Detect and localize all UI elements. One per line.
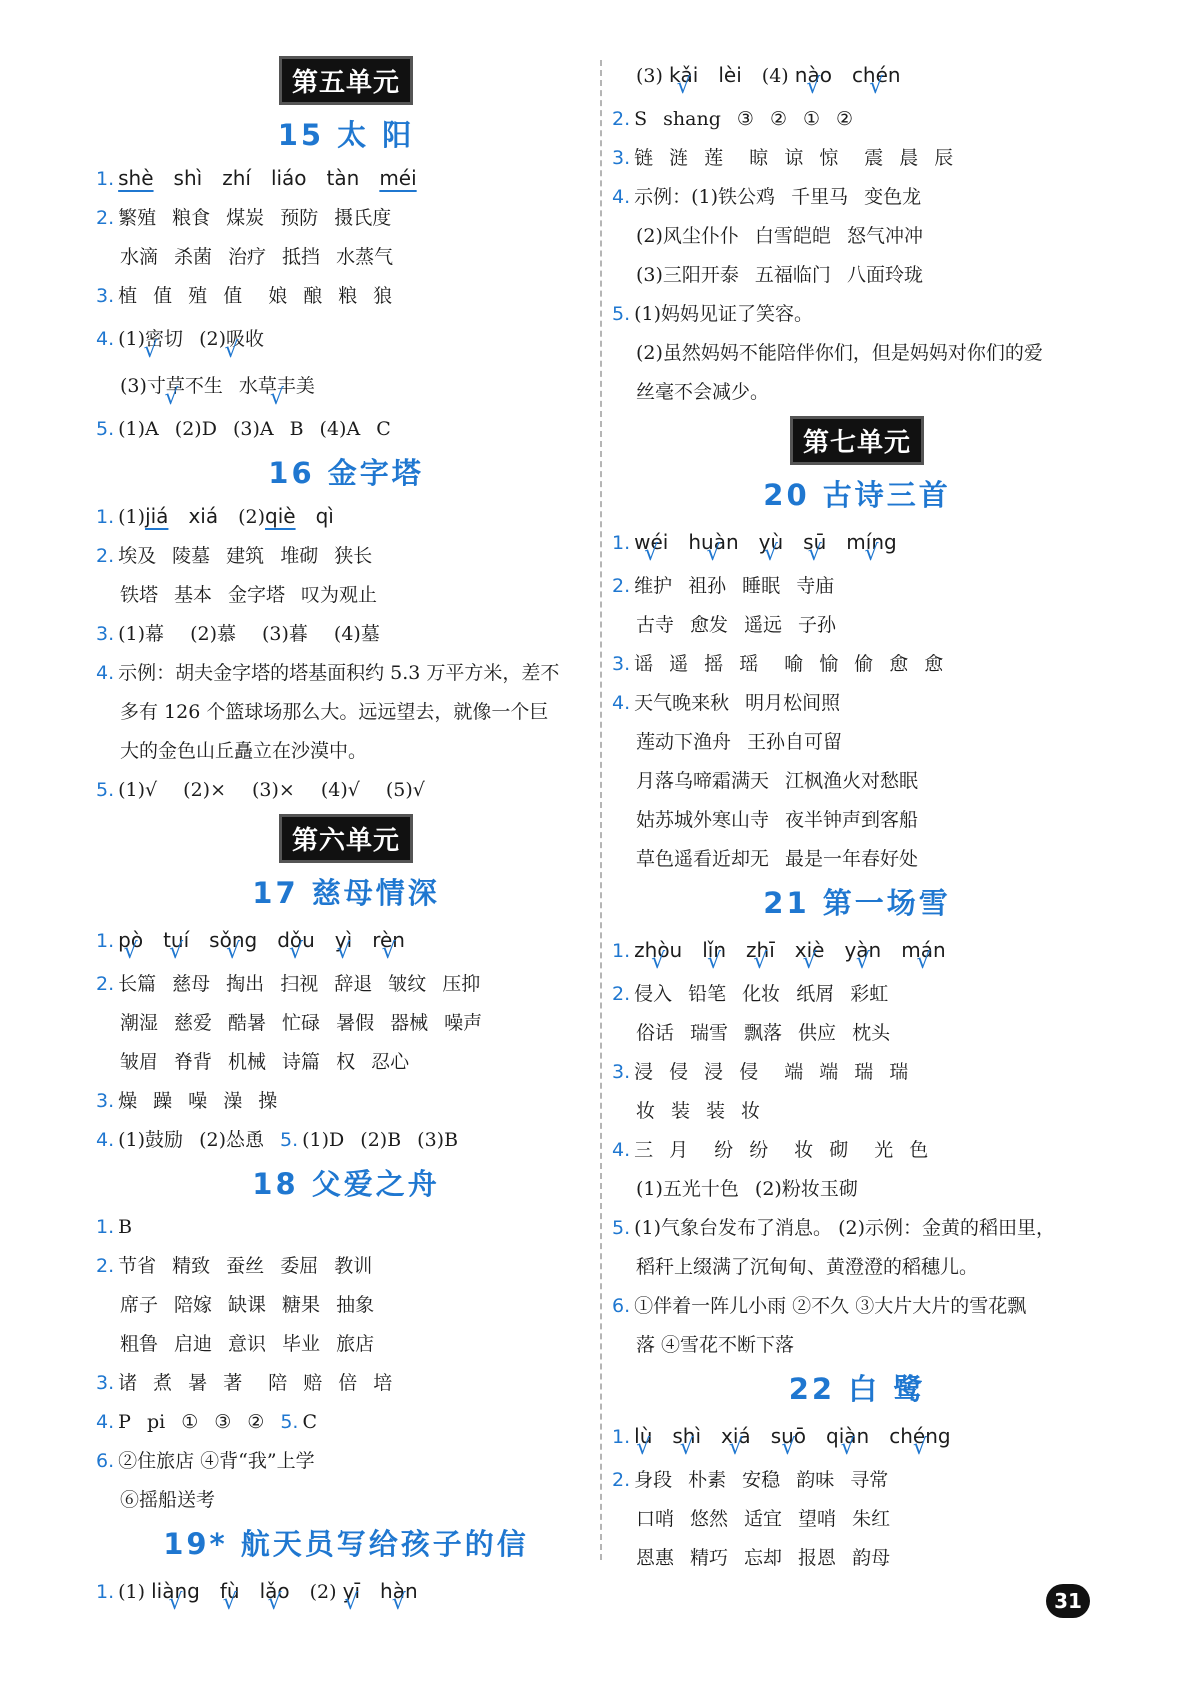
answer-line: 2. S shang ③ ② ① ② (612, 108, 854, 130)
lesson-title: 20 古诗三首 (763, 478, 951, 512)
answer-line: 水滴 杀菌 治疗 抵挡 水蒸气 (120, 246, 394, 268)
answer-line: 2. 身段 朴素 安稳 韵味 寻常 (612, 1469, 889, 1491)
answer-line: ⑥摇船送考 (120, 1489, 216, 1511)
answer-line: 4. 示例：胡夫金字塔的塔基面积约 5.3 万平方米，差不 (96, 662, 560, 684)
unit-header: 第六单元 (279, 814, 413, 863)
page-number: 31 (1046, 1584, 1090, 1618)
answer-line: 5. (1)妈妈见证了笑容。 (612, 303, 814, 325)
answer-line: 3. 浸 侵 浸 侵 端 端 瑞 瑞 (612, 1061, 909, 1083)
answer-line: 4. 三 月 纷 纷 妆 砌 光 色 (612, 1139, 929, 1161)
answer-line: 1. shè shì zhí liáo tàn méi (96, 166, 417, 190)
answer-line: 4. (1)密切 √ (2)吸收 √ (96, 316, 596, 363)
answer-line: 2. 埃及 陵墓 建筑 堆砌 狭长 (96, 545, 373, 567)
answer-line: 5. (1)√ (2)× (3)× (4)√ (5)√ (96, 779, 425, 801)
answer-line: 恩惠 精巧 忘却 报恩 韵母 (636, 1547, 891, 1569)
answer-line: 铁塔 基本 金字塔 叹为观止 (120, 584, 378, 606)
answer-line: 俗话 瑞雪 飘落 供应 枕头 (636, 1022, 891, 1044)
lesson-title: 21 第一场雪 (763, 886, 951, 920)
lesson-title: 19* 航天员写给孩子的信 (163, 1527, 529, 1561)
lesson-title: 22 白 鹭 (788, 1372, 926, 1406)
unit-header: 第五单元 (279, 56, 413, 105)
answer-line: 2. 繁殖 粮食 煤炭 预防 摄氏度 (96, 207, 392, 229)
answer-line: 3. 谣 遥 摇 瑶 喻 愉 偷 愈 愈 (612, 653, 944, 675)
lesson-title: 16 金字塔 (268, 456, 424, 490)
answer-line: 席子 陪嫁 缺课 糖果 抽象 (120, 1294, 375, 1316)
column-divider (600, 60, 602, 1560)
answer-line: (3) kǎi √ lèi (4) nào √ chén √ (612, 52, 1102, 100)
answer-line: 1. (1)jiá xiá (2)qiè qì (96, 504, 334, 528)
answer-line: (2)虽然妈妈不能陪伴你们，但是妈妈对你们的爱 (636, 342, 1043, 364)
answer-line: 4. 天气晚来秋 明月松间照 (612, 692, 841, 714)
unit-header: 第七单元 (790, 416, 924, 465)
lesson-title: 18 父爱之舟 (252, 1167, 440, 1201)
answer-line: 口哨 悠然 适宜 望哨 朱红 (636, 1508, 891, 1530)
answer-line: 2. 侵入 铅笔 化妆 纸屑 彩虹 (612, 983, 889, 1005)
left-column (96, 52, 596, 1616)
answer-line: 5. (1)A (2)D (3)A B (4)A C (96, 418, 391, 440)
answer-line: 1. (1) liàng √ fù √ lǎo √ (2) yī √ hàn √ (96, 1568, 596, 1616)
answer-line: (1)五光十色 (2)粉妆玉砌 (636, 1178, 858, 1200)
answer-line: 3. 诸 煮 暑 著 陪 赔 倍 培 (96, 1372, 393, 1394)
answer-line: (3)三阳开泰 五福临门 八面玲珑 (636, 264, 923, 286)
answer-line: 3. (1)幕 (2)慕 (3)暮 (4)墓 (96, 623, 380, 645)
answer-line: 1. B (96, 1216, 133, 1238)
answer-line: 2. 维护 祖孙 睡眠 寺庙 (612, 575, 835, 597)
answer-line: 落 ④雪花不断下落 (636, 1334, 795, 1356)
answer-line: 5. (1)气象台发布了消息。 (2)示例：金黄的稻田里， (612, 1217, 1056, 1239)
answer-line: 月落乌啼霜满天 江枫渔火对愁眠 (636, 770, 919, 792)
answer-line: 2. 节省 精致 蚕丝 委屈 教训 (96, 1255, 373, 1277)
answer-line: (3)寸草不生 √ 水草丰美 √ (96, 363, 596, 410)
answer-line: 莲动下渔舟 王孙自可留 (636, 731, 843, 753)
answer-line: 1. wéi √ huàn √ yù √ sū √ míng √ (612, 519, 1102, 567)
answer-line: 多有 126 个篮球场那么大。远远望去，就像一个巨 (120, 701, 549, 723)
answer-line: 6. ②住旅店 ④背“我”上学 (96, 1450, 315, 1472)
answer-line: 3. 燥 躁 噪 澡 操 (96, 1090, 278, 1112)
answer-line: 3. 植 值 殖 值 娘 酿 粮 狼 (96, 285, 393, 307)
answer-line: 皱眉 脊背 机械 诗篇 权 忍心 (120, 1051, 410, 1073)
answer-line: 潮湿 慈爱 酷暑 忙碌 暑假 器械 噪声 (120, 1012, 483, 1034)
answer-line: 1. pò √ tuí √ sǒng √ dǒu √ yì √ rèn √ (96, 917, 596, 965)
answer-line: 6. ①伴着一阵儿小雨 ②不久 ③大片大片的雪花飘 (612, 1295, 1027, 1317)
answer-line: (2)风尘仆仆 白雪皑皑 怒气冲冲 (636, 225, 923, 247)
answer-line: 2. 长篇 慈母 掏出 扫视 辞退 皱纹 压抑 (96, 973, 481, 995)
answer-line: 4. (1)鼓励 (2)怂恿 5. (1)D (2)B (3)B (96, 1129, 459, 1151)
answer-line: 4. 示例：(1)铁公鸡 千里马 变色龙 (612, 186, 922, 208)
answer-line: 3. 链 涟 莲 晾 谅 惊 震 晨 辰 (612, 147, 954, 169)
lesson-title: 15 太 阳 (277, 118, 415, 152)
answer-line: 1. zhòu √ lǐn √ zhī √ xiè √ yàn √ mán √ (612, 927, 1102, 975)
answer-line: 草色遥看近却无 最是一年春好处 (636, 848, 919, 870)
answer-line: 丝毫不会减少。 (636, 381, 770, 403)
answer-line: 古寺 愈发 遥远 子孙 (636, 614, 837, 636)
lesson-title: 17 慈母情深 (252, 876, 440, 910)
answer-line: 大的金色山丘矗立在沙漠中。 (120, 740, 368, 762)
right-column (612, 52, 1102, 1578)
answer-line: 4. P pi ① ③ ② 5. C (96, 1411, 318, 1433)
answer-line: 妆 装 装 妆 (636, 1100, 761, 1122)
answer-line: 粗鲁 启迪 意识 毕业 旅店 (120, 1333, 375, 1355)
answer-line: 1. lù √ shì √ xiá √ suō √ qiàn √ chéng √ (612, 1413, 1102, 1461)
answer-line: 稻秆上缀满了沉甸甸、黄澄澄的稻穗儿。 (636, 1256, 979, 1278)
answer-line: 姑苏城外寒山寺 夜半钟声到客船 (636, 809, 919, 831)
